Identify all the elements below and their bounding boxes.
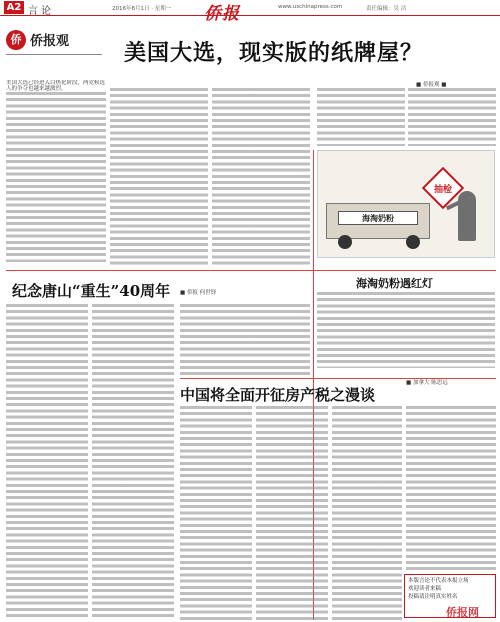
viewpoint-title: 侨报观	[30, 34, 70, 49]
main-byline: ■ 侨报观 ■	[416, 82, 447, 88]
cartoon-sign: 海淘奶粉	[338, 211, 418, 225]
article4-column-1	[180, 406, 252, 620]
text-lines	[256, 406, 328, 620]
article4-column-3	[332, 406, 402, 620]
cartoon-stamp-text: 抽检	[433, 185, 452, 195]
page-number-badge: A2	[4, 1, 24, 14]
article4-byline: ■ 加拿大 陈思远	[406, 380, 448, 386]
main-headline[interactable]: 美国大选，现实版的纸牌屋？	[124, 40, 424, 66]
main-article-column-2	[110, 88, 208, 266]
article4-column-4	[406, 406, 496, 570]
newspaper-logo: 侨报	[204, 4, 240, 24]
article3-body	[317, 292, 495, 368]
article4-column-2	[256, 406, 328, 620]
person-illustration	[458, 191, 476, 241]
editorial-cartoon	[317, 150, 495, 258]
wheel-icon	[406, 235, 420, 249]
text-lines	[110, 88, 208, 266]
viewpoint-label	[6, 20, 106, 76]
article3-headline[interactable]: 海淘奶粉遇红灯	[356, 277, 433, 290]
viewpoint-badge-icon: 侨	[6, 30, 26, 50]
article2-column-2	[92, 304, 174, 620]
note-line-2: 欢迎读者来稿	[408, 586, 442, 592]
main-article-intro: 美国大选已经进入白热化阶段，两党候选人的争夺也越来越激烈。	[6, 80, 106, 93]
article2-column-3	[180, 304, 310, 378]
page-header	[0, 0, 500, 24]
text-lines	[408, 88, 496, 146]
editor-credits: 责任编辑：吴 洁	[366, 6, 407, 12]
text-lines	[92, 304, 174, 620]
text-lines	[317, 88, 405, 146]
article4-headline[interactable]: 中国将全面开征房产税之漫谈	[180, 386, 376, 404]
wheel-icon	[338, 235, 352, 249]
text-lines	[317, 292, 495, 368]
text-lines	[6, 92, 106, 262]
section-divider	[6, 270, 496, 271]
section-divider	[180, 378, 496, 379]
note-line-3: 投稿请注明真实姓名	[408, 594, 458, 600]
section-title: 言 论	[28, 6, 52, 17]
text-lines	[332, 406, 402, 620]
text-lines	[180, 304, 310, 378]
article2-byline: ■ 侨报 何世铎	[180, 290, 217, 296]
article2-headline[interactable]: 纪念唐山“重生”40周年	[12, 282, 171, 300]
article2-column-1	[6, 304, 88, 620]
issue-date: 2016年8月1日 · 星期一	[112, 6, 172, 12]
note-line-1: 本版言论不代表本报立场	[408, 578, 469, 584]
main-article-column-3	[212, 88, 310, 266]
website-url[interactable]: www.uschinapress.com	[278, 4, 343, 10]
text-lines	[406, 406, 496, 570]
main-article-column-1	[6, 80, 106, 266]
text-lines	[180, 406, 252, 620]
viewpoint-divider	[6, 54, 102, 55]
main-article-column-4	[317, 88, 405, 146]
site-watermark: 侨报网	[446, 606, 479, 619]
text-lines	[212, 88, 310, 266]
text-lines	[6, 304, 88, 620]
main-article-column-5	[408, 88, 496, 146]
